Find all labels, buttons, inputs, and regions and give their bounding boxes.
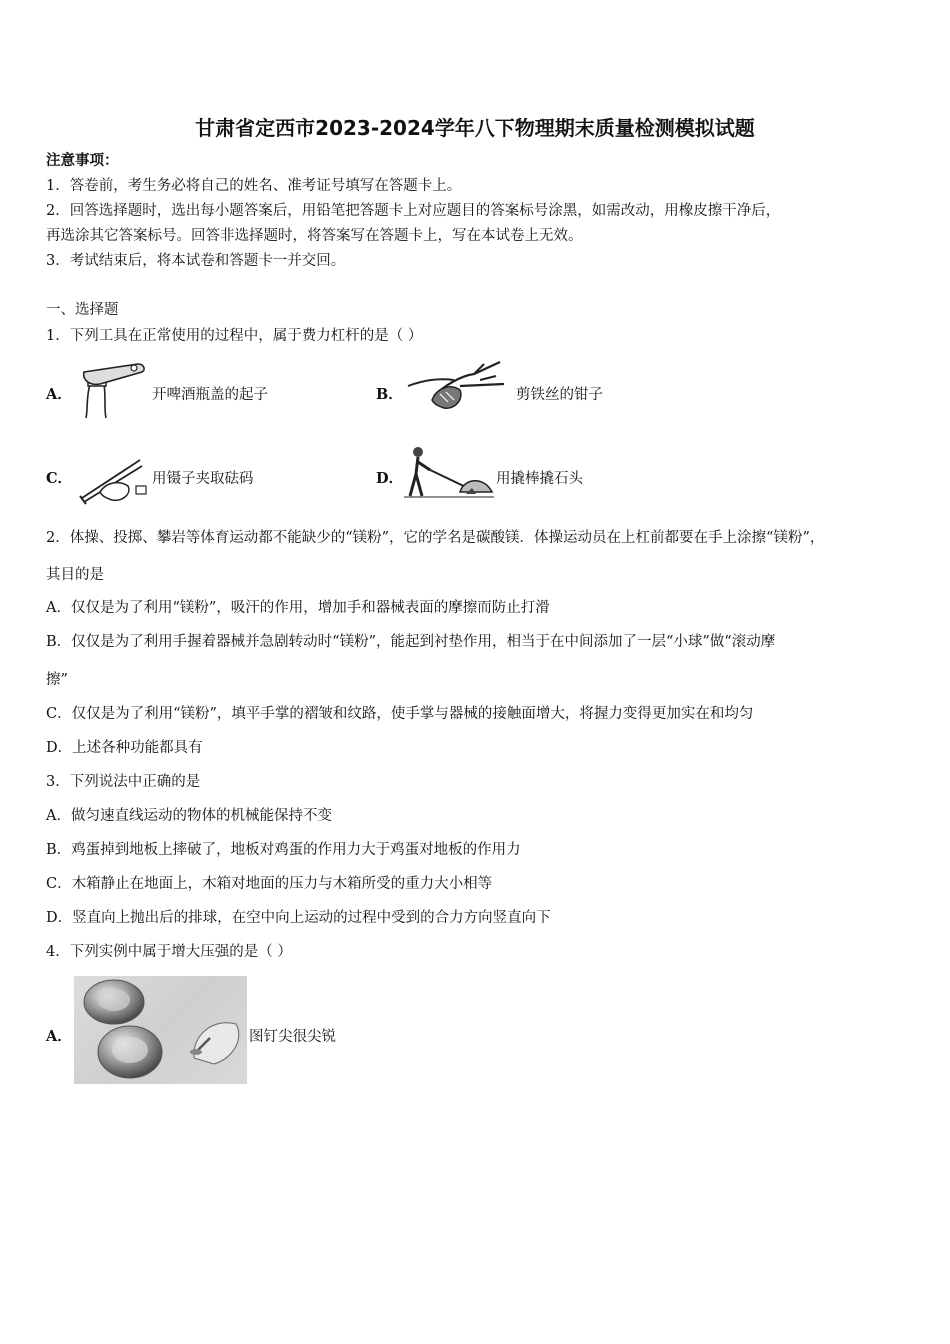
q2-option-a: A．仅仅是为了利用“镁粉”，吸汗的作用，增加手和器械表面的摩擦而防止打滑 [46,600,550,616]
q2-option-b: B．仅仅是为了利用手握着器械并急剧转动时“镁粉”，能起到衬垫作用，相当于在中间添加了一层“小球”做“滚动摩 [46,634,776,650]
q2-option-d: D．上述各种功能都具有 [46,740,203,756]
option-text: 剪铁丝的钳子 [516,387,603,403]
option-text: 用镊子夹取砝码 [152,471,254,487]
option-text: 图钉尖很尖锐 [249,1029,336,1045]
crowbar-icon [402,444,496,500]
option-letter: A． [46,1028,72,1045]
question-1-stem: 1．下列工具在正常使用的过程中，属于费力杠杆的是（ ） [46,328,423,344]
option-text: 用撬棒撬石头 [496,471,583,487]
thumbtack-photo [74,976,247,1084]
q2-option-c: C．仅仅是为了利用“镁粉”，填平手掌的褶皱和纹路，使手掌与器械的接触面增大，将握力变得更加实在和均匀 [46,706,754,722]
notice-heading: 注意事项： [46,152,119,169]
notice-item: 2．回答选择题时，选出每小题答案后，用铅笔把答题卡上对应题目的答案标号涂黑，如需改动，用橡皮擦干净后， [46,203,781,219]
exam-title: 甘肃省定西市2023-2024学年八下物理期末质量检测模拟试题 [195,116,755,140]
option-text: 开啤酒瓶盖的起子 [152,387,268,403]
option-letter: C． [46,470,73,487]
option-letter: D． [376,470,404,487]
q2-option-b-cont: 擦” [46,672,68,688]
option-letter: A． [46,386,72,403]
q3-option-a: A．做匀速直线运动的物体的机械能保持不变 [46,808,332,824]
question-4-stem: 4．下列实例中属于增大压强的是（ ） [46,944,292,960]
section-heading: 一、选择题 [46,302,119,318]
q3-option-b: B．鸡蛋掉到地板上摔破了，地板对鸡蛋的作用力大于鸡蛋对地板的作用力 [46,842,521,858]
tweezers-icon [76,452,152,508]
question-3-stem: 3．下列说法中正确的是 [46,774,201,790]
q3-option-c: C．木箱静止在地面上，木箱对地面的压力与木箱所受的重力大小相等 [46,876,493,892]
question-2-stem: 2．体操、投掷、攀岩等体育运动都不能缺少的“镁粉”，它的学名是碳酸镁．体操运动员在上杠前都要在手上涂擦“镁粉”， [46,530,825,546]
notice-item: 1．答卷前，考生务必将自己的姓名、准考证号填写在答题卡上。 [46,178,462,194]
bottle-opener-icon [76,358,148,420]
notice-item: 再选涂其它答案标号。回答非选择题时，将答案写在答题卡上，写在本试卷上无效。 [46,228,583,244]
notice-item: 3．考试结束后，将本试卷和答题卡一并交回。 [46,253,346,269]
pliers-icon [404,356,514,412]
option-letter: B． [376,386,403,403]
q3-option-d: D．竖直向上抛出后的排球，在空中向上运动的过程中受到的合力方向竖直向下 [46,910,551,926]
thumbtack-icon [74,976,247,1084]
question-2-stem: 其目的是 [46,567,104,583]
